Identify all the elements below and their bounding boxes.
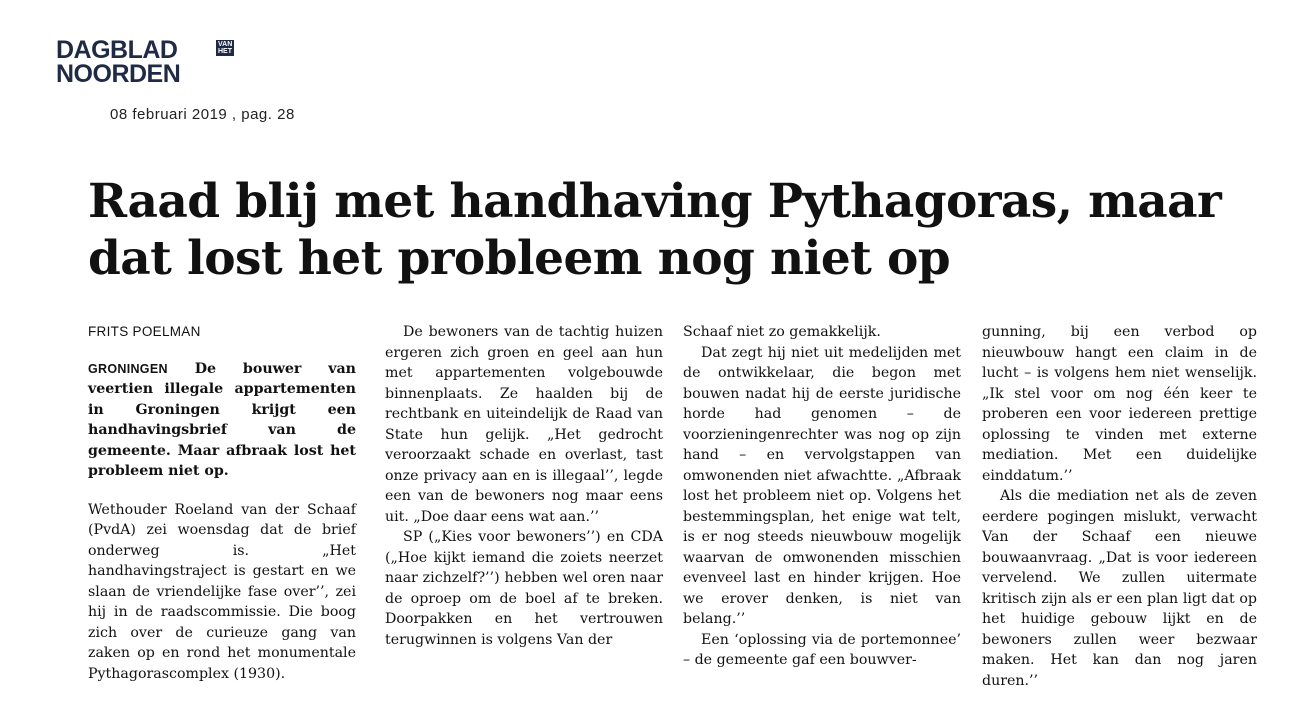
column-4 — [982, 322, 1257, 691]
body-paragraph: SP („Kies voor bewoners’’) en CDA („Hoe kijkt iemand die zoiets neerzet naar zichzelf?’’) hebben wel oren naar de oproep om de boel af te breken. Doorpakken en het vertrouwen terugwinnen is volgens Van der — [385, 529, 663, 648]
column-3 — [683, 322, 961, 671]
lead-paragraph — [88, 359, 356, 482]
body-paragraph: gunning, bij een verbod op nieuwbouw hangt een claim in de lucht – is volgens hem niet wenselijk. „Ik stel voor om nog één keer te proberen een voor iedereen prettige oplossing te vinden met externe mediation. Met een duidelijke einddatum.’’ — [982, 324, 1257, 484]
headline: Raad blij met handhaving Pythagoras, maar dat lost het probleem nog niet op — [88, 174, 1222, 286]
logo-tag-het: HET — [218, 48, 232, 55]
logo-tag-van: VAN — [218, 41, 233, 48]
column-1 — [88, 322, 356, 684]
body-paragraph: De bewoners van de tachtig huizen ergeren zich groen en geel aan hun met appartementen volgebouwde binnenplaats. Ze haalden bij de rechtbank en uiteindelijk de Raad van State hun gelijk. „Het gedrocht veroorzaakt schade en overlast, tast onze privacy aan en is illegaal’’, legde een van de bewoners nog maar eens uit. „Doe daar eens wat aan.’’ — [385, 324, 663, 525]
newspaper-logo — [56, 36, 233, 88]
lead-text: De bouwer van veertien illegale appartementen in Groningen krijgt een handhavingsbrief van de gemeente. Maar afbraak lost het probleem niet op. — [88, 360, 356, 479]
logo-tag — [216, 40, 234, 56]
logo-line-2: NOORDEN — [56, 60, 181, 88]
body-paragraph: Als die mediation net als de zeven eerdere pogingen mislukt, verwacht Van der Schaaf een nieuwe bouwaanvraag. „Dat is voor iedereen vervelend. We zullen uitermate kritisch zijn als er een plan ligt dat op het huidige gebouw lijkt en de bewoners zullen weer bezwaar maken. Het kan dan nog jaren duren.’’ — [982, 488, 1257, 689]
logo-line-1: DAGBLAD — [56, 36, 178, 64]
body-paragraph: Wethouder Roeland van der Schaaf (PvdA) zei woensdag dat de brief onderweg is. „Het handhavingstraject is gestart en we slaan de vriendelijke fase over’’, zei hij in de raadscommissie. Die boog zich over de curieuze gang van zaken op en rond het monumentale Pythagorascomplex (1930). — [88, 501, 356, 682]
publication-date: 08 februari 2019 , pag. 28 — [110, 106, 295, 123]
column-2 — [385, 322, 663, 650]
byline: FRITS POELMAN — [88, 324, 201, 339]
body-paragraph: Dat zegt hij niet uit medelijden met de ontwikkelaar, die begon met bouwen nadat hij de eerste juridische horde had genomen – de voorzieningenrechter was nog op zijn hand – en vervolgstappen van omwonenden niet afwachtte. „Afbraak lost het probleem niet op. Volgens het bestemmingsplan, het enige wat telt, is er nog steeds nieuwbouw mogelijk waarvan de omwonenden misschien evenveel last en hinder krijgen. Hoe we erover denken, is niet van belang.’’ — [683, 344, 961, 627]
dateline: GRONINGEN — [88, 361, 168, 376]
body-paragraph: Schaaf niet zo gemakkelijk. — [683, 324, 881, 340]
body-paragraph: Een ‘oplossing via de portemonnee’ – de gemeente gaf een bouwver- — [683, 631, 961, 668]
